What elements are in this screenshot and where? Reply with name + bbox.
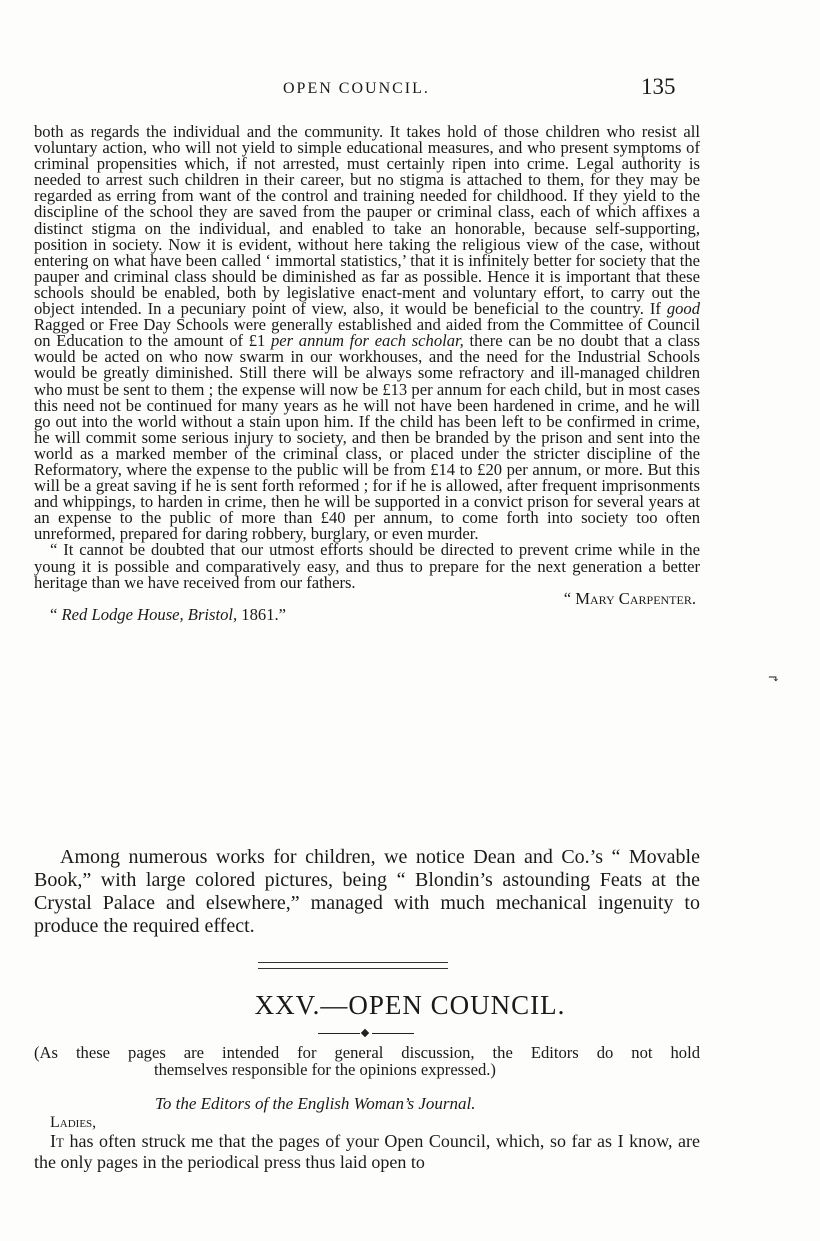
article-paragraph [34, 124, 700, 542]
letter-lead-word: It [50, 1131, 64, 1151]
ornament-line [372, 1033, 414, 1034]
dateline [34, 604, 700, 624]
article-body [34, 124, 700, 623]
margin-mark-icon: ⬎ [768, 672, 779, 687]
dateline-year: 1861.” [241, 604, 286, 624]
page-header [0, 74, 820, 104]
italic-phrase: per annum for each scholar, [271, 331, 464, 351]
section-heading: XXV.—OPEN COUNCIL. [254, 990, 566, 1020]
signature: “ Mary Carpenter. [563, 588, 696, 608]
letter-text: has often struck me that the pages of your Open Council, which, so far as I know, are the only pages in the periodical press thus laid open to [34, 1131, 701, 1172]
notice-paragraph: Among numerous works for children, we notice Dean and Co.’s “ Movable Book,” with large colored pictures, being “ Blondin’s astounding Feats at the Crystal Palace and elsewhere,” managed with much mechanical ingenuity to produce the required effect. [34, 846, 700, 937]
dateline-quote: “ [50, 604, 58, 624]
article-paragraph: “ It cannot be doubted that our utmost efforts should be directed to prevent crime while in the young it is possible and comparatively easy, and thus to prepare for the next generation a better heritage than we have received from our fathers. [34, 540, 700, 592]
running-title: OPEN COUNCIL. [283, 80, 430, 97]
ornament-rule [318, 1030, 414, 1038]
disclaimer-line: (As these pages are intended for general discussion, the Editors do not hold [34, 1043, 700, 1062]
paragraph-text: both as regards the individual and the community. It takes hold of those children who resist all voluntary action, who will not yield to simple educational measures, and who present symptoms of criminal propensities which, if not arrested, must certainly ripen into crime. Legal authority is needed to arrest such children in their career, but no stigma is attached to them, for they may be regarded as erring from want of the control and training needed for childhood. If they yield to the discipline of the school they are saved from the pauper or criminal class, each of which affixes a distinct stigma on the individual, and enabled to take an honorable, because self-supporting, position in society. Now it is evident, without here taking the religious view of the case, without entering on what have been called ‘ immortal statistics,’ that it is infinitely better for society that the pauper and criminal class should be diminished as far as possible. Hence it is important that these schools should be enabled, both by legislative enact-ment and voluntary effort, to carry out the object intended. In a pecuniary point of view, also, it would be beneficial to the country. If [34, 122, 700, 319]
letter-salutation: Ladies, [50, 1114, 97, 1131]
page-number: 135 [641, 74, 676, 99]
letter-addressee: To the Editors of the English Woman’s Journal. [155, 1094, 476, 1113]
letter-paragraph [34, 1131, 700, 1173]
editorial-disclaimer [34, 1044, 700, 1078]
diamond-ornament-icon [361, 1029, 369, 1037]
book-notice [34, 846, 700, 938]
ornament-line [318, 1033, 360, 1034]
letter-body [34, 1131, 700, 1173]
section-divider [258, 962, 448, 969]
disclaimer-line: themselves responsible for the opinions expressed.) [154, 1060, 496, 1079]
paragraph-text: Ragged or Free Day Schools were generally established and aided from the Committee of Council on Education to the amount of £1 [34, 315, 700, 351]
italic-word: good [666, 299, 700, 319]
dateline-place: Red Lodge House, Bristol, [61, 604, 238, 624]
paragraph-text: there can be no doubt that a class would be acted on who now swarm in our workhouses, and the need for the Industrial Schools would be greatly diminished. Still there will be always some refractory and ill-managed children who must be sent to them ; the expense will now be £13 per annum for each child, but in most cases this need not be continued for many years as he will not have been hardened in crime, and he will go out into the world without a stain upon him. If the child has been left to be confirmed in crime, he will commit some serious injury to society, and then be branded by the prison and sent into the world as a marked member of the criminal class, or placed under the stricter discipline of the Reformatory, where the expense to the public will be from £14 to £20 per annum, or more. But this will be a great saving if he is sent forth reformed ; for if he is allowed, after frequent imprisonments and whippings, to harden in crime, then he will be supported in a convict prison for several years at an expense to the public of more than £40 per annum, to come forth into society too often unreformed, prepared for daring robbery, burglary, or even murder. [34, 331, 700, 544]
